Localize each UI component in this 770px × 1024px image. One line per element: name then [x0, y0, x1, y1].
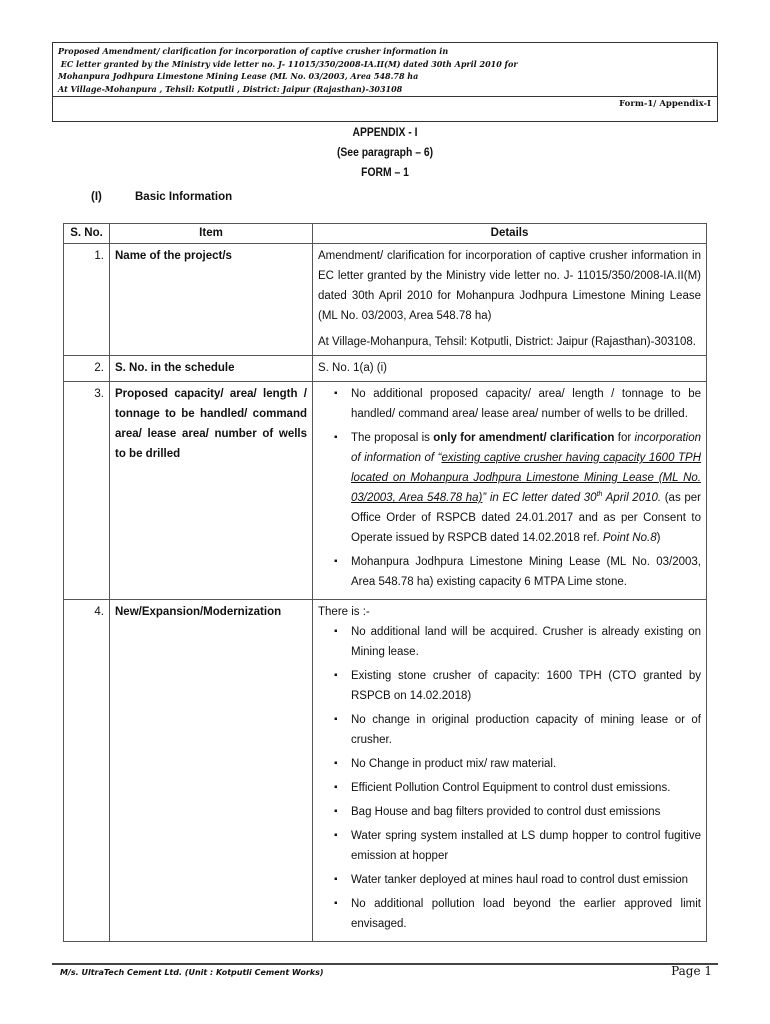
row-item: New/Expansion/Modernization — [110, 600, 313, 942]
list-item: ▪ Bag House and bag filters provided to control dust emissions — [351, 802, 701, 822]
row-item: Proposed capacity/ area/ length / tonnage to be handled/ command area/ lease area/ number of wells to be drilled — [110, 382, 313, 600]
table-row — [64, 600, 707, 942]
section-title: Basic Information — [135, 191, 233, 203]
header-line-2: EC letter granted by the Ministry vide letter no. J- 11015/350/2008-IA.II(M) dated 30th April 2010 for — [58, 58, 518, 69]
basic-information-table — [63, 223, 707, 942]
row-details — [313, 244, 707, 356]
expansion-bullet-list — [318, 622, 701, 934]
row-details — [313, 600, 707, 942]
list-item: ▪ Water spring system installed at LS dump hopper to control fugitive emission at hopper — [351, 826, 701, 866]
list-item: ▪ No additional land will be acquired. Crusher is already existing on Mining lease. — [351, 622, 701, 662]
list-item: ▪ No change in original production capacity of mining lease or of crusher. — [351, 710, 701, 750]
list-item: ▪ Existing stone crusher of capacity: 1600 TPH (CTO granted by RSPCB on 14.02.2018) — [351, 666, 701, 706]
header-sno: S. No. — [64, 224, 110, 244]
table-header-row — [64, 224, 707, 244]
row-sno: 3. — [64, 382, 110, 600]
row-sno: 1. — [64, 244, 110, 356]
header-divider — [53, 96, 717, 97]
row-details: S. No. 1(a) (i) — [313, 356, 707, 382]
header-line-3: Mohanpura Jodhpura Limestone Mining Lease (ML No. 03/2003, Area 548.78 ha — [58, 71, 419, 82]
document-header — [52, 42, 718, 122]
list-item: ▪ No Change in product mix/ raw material. — [351, 754, 701, 774]
table-row — [64, 244, 707, 356]
table-row — [64, 382, 707, 600]
list-item: ▪ Efficient Pollution Control Equipment to control dust emissions. — [351, 778, 701, 798]
table-row — [64, 356, 707, 382]
header-item: Item — [110, 224, 313, 244]
footer-company: M/s. UltraTech Cement Ltd. (Unit : Kotputli Cement Works) — [60, 968, 324, 977]
project-location-text: At Village-Mohanpura, Tehsil: Kotputli, District: Jaipur (Rajasthan)-303108. — [318, 336, 696, 348]
row-item: Name of the project/s — [110, 244, 313, 356]
list-item: ▪ Mohanpura Jodhpura Limestone Mining Lease (ML No. 03/2003, Area 548.78 ha) existing capacity 6 MTPA Lime stone. — [351, 552, 701, 592]
row-details — [313, 382, 707, 600]
project-name-text: Amendment/ clarification for incorporation of captive crusher information in EC letter granted by the Ministry vide letter no. J- 11015/350/2008-IA.II(M) dated 30th April 2010 for Mohanpura Jodhpura Limestone Mining Lease (ML No. 03/2003, Area 548.78 ha) — [318, 250, 701, 322]
list-item: ▪ Water tanker deployed at mines haul road to control dust emission — [351, 870, 701, 890]
paragraph-reference: (See paragraph – 6) — [336, 147, 434, 159]
section-number: (I) — [91, 191, 102, 203]
header-line-4: At Village-Mohanpura , Tehsil: Kotputli , District: Jaipur (Rajasthan)-303108 — [58, 83, 403, 94]
capacity-bullet-list — [318, 384, 701, 592]
row-sno: 2. — [64, 356, 110, 382]
list-item: ▪ No additional proposed capacity/ area/ length / tonnage to be handled/ command area/ lease area/ number of wells to be drilled. — [351, 384, 701, 424]
row-sno: 4. — [64, 600, 110, 942]
appendix-title: APPENDIX - I — [352, 127, 418, 139]
header-details: Details — [313, 224, 707, 244]
footer-divider — [52, 963, 718, 965]
expansion-intro: There is :- — [318, 606, 370, 618]
form-reference: Form-1/ Appendix-I — [619, 99, 711, 109]
form-title: FORM – 1 — [361, 167, 409, 179]
list-item: ▪ No additional pollution load beyond the earlier approved limit envisaged. — [351, 894, 701, 934]
list-item: ▪ The proposal is only for amendment/ clarification for incorporation of information of “existing captive crusher having capacity 1600 TPH located on Mohanpura Jodhpura Limestone Mining Lease (ML No. 03/2003, Area 548.78 ha)” in EC letter dated 30th April 2010. (as per Office Order of RSPCB dated 24.01.2017 and as per Consent to Operate issued by RSPCB dated 14.02.2018 ref. Point No.8) — [351, 428, 701, 548]
header-line-1: Proposed Amendment/ clarification for incorporation of captive crusher information in — [58, 46, 449, 56]
page-number: Page 1 — [671, 964, 712, 978]
row-item: S. No. in the schedule — [110, 356, 313, 382]
